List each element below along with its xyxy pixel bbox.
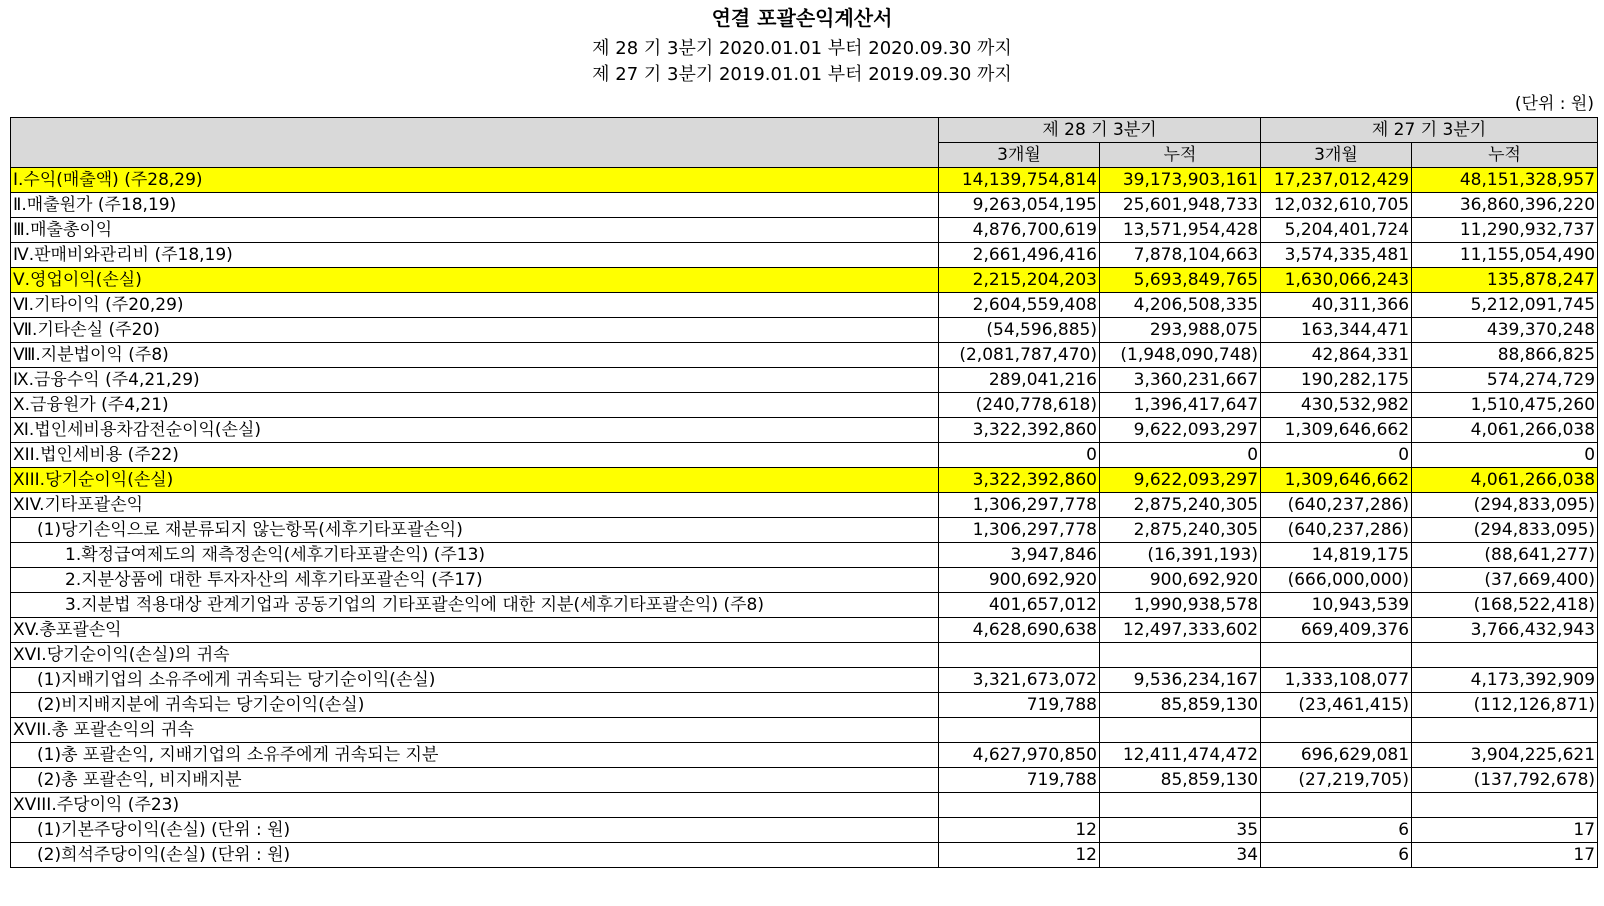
amount-prior-cumulative: 5,212,091,745 — [1412, 293, 1598, 318]
period-prior: 제 27 기 3분기 2019.01.01 부터 2019.09.30 까지 — [592, 64, 1012, 85]
row-label: (1)기본주당이익(손실) (단위 : 원) — [11, 818, 939, 843]
amount-prior-three-month: (27,219,705) — [1261, 768, 1412, 793]
amount-current-cumulative: 3,360,231,667 — [1100, 368, 1261, 393]
amount-prior-three-month: 669,409,376 — [1261, 618, 1412, 643]
row-label: ⅩVII.총 포괄손익의 귀속 — [11, 718, 939, 743]
statement-row — [11, 768, 1598, 793]
statement-row — [11, 843, 1598, 868]
unit-note: (단위 : 원) — [1514, 94, 1594, 114]
amount-prior-cumulative: 135,878,247 — [1412, 268, 1598, 293]
statement-row — [11, 793, 1598, 818]
amount-prior-cumulative: 3,766,432,943 — [1412, 618, 1598, 643]
amount-current-cumulative: 1,990,938,578 — [1100, 593, 1261, 618]
amount-current-cumulative: 9,622,093,297 — [1100, 468, 1261, 493]
amount-current-cumulative — [1100, 643, 1261, 668]
amount-prior-cumulative: 11,290,932,737 — [1412, 218, 1598, 243]
statement-row — [11, 618, 1598, 643]
amount-current-three-month: 9,263,054,195 — [939, 193, 1100, 218]
amount-current-cumulative: 85,859,130 — [1100, 768, 1261, 793]
amount-current-cumulative: 9,536,234,167 — [1100, 668, 1261, 693]
header-current-period: 제 28 기 3분기 — [939, 118, 1261, 143]
header-blank-cell — [11, 118, 939, 168]
amount-current-cumulative: 13,571,954,428 — [1100, 218, 1261, 243]
amount-current-cumulative: (1,948,090,748) — [1100, 343, 1261, 368]
header-row-periods — [11, 118, 1598, 143]
amount-prior-three-month: 42,864,331 — [1261, 343, 1412, 368]
header-prior-cumulative: 누적 — [1412, 143, 1598, 168]
amount-current-three-month: 14,139,754,814 — [939, 168, 1100, 193]
row-label: Ⅷ.지분법이익 (주8) — [11, 343, 939, 368]
statement-row — [11, 543, 1598, 568]
amount-prior-cumulative: (137,792,678) — [1412, 768, 1598, 793]
amount-current-three-month: 1,306,297,778 — [939, 493, 1100, 518]
amount-prior-three-month — [1261, 793, 1412, 818]
amount-prior-cumulative: (88,641,277) — [1412, 543, 1598, 568]
statement-row — [11, 193, 1598, 218]
amount-current-cumulative: 34 — [1100, 843, 1261, 868]
amount-prior-three-month: 17,237,012,429 — [1261, 168, 1412, 193]
statement-row — [11, 318, 1598, 343]
amount-current-cumulative: 1,396,417,647 — [1100, 393, 1261, 418]
statement-row — [11, 743, 1598, 768]
amount-current-three-month: 719,788 — [939, 693, 1100, 718]
amount-prior-three-month: 5,204,401,724 — [1261, 218, 1412, 243]
statement-row — [11, 518, 1598, 543]
amount-current-three-month — [939, 793, 1100, 818]
row-label: (1)총 포괄손익, 지배기업의 소유주에게 귀속되는 지분 — [11, 743, 939, 768]
statement-row — [11, 718, 1598, 743]
amount-prior-three-month: 696,629,081 — [1261, 743, 1412, 768]
amount-prior-cumulative: (112,126,871) — [1412, 693, 1598, 718]
amount-prior-cumulative: 1,510,475,260 — [1412, 393, 1598, 418]
row-label: Ⅵ.기타이익 (주20,29) — [11, 293, 939, 318]
amount-prior-cumulative — [1412, 718, 1598, 743]
amount-current-three-month: 289,041,216 — [939, 368, 1100, 393]
amount-current-cumulative: 9,622,093,297 — [1100, 418, 1261, 443]
row-label: Ⅰ.수익(매출액) (주28,29) — [11, 168, 939, 193]
row-label: (2)비지배지분에 귀속되는 당기순이익(손실) — [11, 693, 939, 718]
row-label: Ⅶ.기타손실 (주20) — [11, 318, 939, 343]
amount-current-cumulative: 25,601,948,733 — [1100, 193, 1261, 218]
row-label: Ⅺ.법인세비용차감전순이익(손실) — [11, 418, 939, 443]
row-label: 1.확정급여제도의 재측정손익(세후기타포괄손익) (주13) — [11, 543, 939, 568]
row-label: ⅩVIII.주당이익 (주23) — [11, 793, 939, 818]
statement-row — [11, 418, 1598, 443]
amount-current-three-month: 401,657,012 — [939, 593, 1100, 618]
amount-current-three-month: 3,321,673,072 — [939, 668, 1100, 693]
amount-prior-cumulative: 439,370,248 — [1412, 318, 1598, 343]
header-current-cumulative: 누적 — [1100, 143, 1261, 168]
amount-current-cumulative: 7,878,104,663 — [1100, 243, 1261, 268]
row-label: ⅩIV.기타포괄손익 — [11, 493, 939, 518]
statement-row — [11, 168, 1598, 193]
amount-current-three-month: 3,322,392,860 — [939, 418, 1100, 443]
amount-prior-three-month: 0 — [1261, 443, 1412, 468]
row-label: (2)총 포괄손익, 비지배지분 — [11, 768, 939, 793]
amount-current-three-month: (240,778,618) — [939, 393, 1100, 418]
row-label: (1)지배기업의 소유주에게 귀속되는 당기순이익(손실) — [11, 668, 939, 693]
amount-current-three-month: 3,947,846 — [939, 543, 1100, 568]
amount-prior-cumulative: 3,904,225,621 — [1412, 743, 1598, 768]
statement-row — [11, 268, 1598, 293]
amount-prior-cumulative: 4,061,266,038 — [1412, 468, 1598, 493]
amount-current-three-month: 2,604,559,408 — [939, 293, 1100, 318]
amount-current-cumulative: 900,692,920 — [1100, 568, 1261, 593]
amount-prior-three-month: (640,237,286) — [1261, 518, 1412, 543]
amount-prior-three-month: 430,532,982 — [1261, 393, 1412, 418]
amount-prior-cumulative: 88,866,825 — [1412, 343, 1598, 368]
amount-prior-three-month: (666,000,000) — [1261, 568, 1412, 593]
amount-current-cumulative: 85,859,130 — [1100, 693, 1261, 718]
amount-current-three-month — [939, 643, 1100, 668]
amount-prior-cumulative: 36,860,396,220 — [1412, 193, 1598, 218]
amount-prior-three-month: 40,311,366 — [1261, 293, 1412, 318]
amount-current-cumulative: 12,497,333,602 — [1100, 618, 1261, 643]
amount-prior-cumulative: 4,061,266,038 — [1412, 418, 1598, 443]
statement-row — [11, 568, 1598, 593]
amount-prior-cumulative — [1412, 643, 1598, 668]
amount-prior-three-month: 12,032,610,705 — [1261, 193, 1412, 218]
amount-current-cumulative: (16,391,193) — [1100, 543, 1261, 568]
row-label: Ⅹ.금융원가 (주4,21) — [11, 393, 939, 418]
amount-prior-three-month — [1261, 718, 1412, 743]
amount-prior-cumulative — [1412, 793, 1598, 818]
statement-row — [11, 393, 1598, 418]
statement-row — [11, 218, 1598, 243]
income-statement-table — [10, 117, 1598, 868]
amount-prior-cumulative: (294,833,095) — [1412, 493, 1598, 518]
row-label: 2.지분상품에 대한 투자자산의 세후기타포괄손익 (주17) — [11, 568, 939, 593]
row-label: Ⅱ.매출원가 (주18,19) — [11, 193, 939, 218]
amount-prior-cumulative: 17 — [1412, 843, 1598, 868]
amount-prior-three-month: 163,344,471 — [1261, 318, 1412, 343]
amount-current-three-month: 0 — [939, 443, 1100, 468]
amount-prior-cumulative: (294,833,095) — [1412, 518, 1598, 543]
amount-current-cumulative: 293,988,075 — [1100, 318, 1261, 343]
amount-current-three-month: 1,306,297,778 — [939, 518, 1100, 543]
statement-row — [11, 668, 1598, 693]
statement-row — [11, 443, 1598, 468]
amount-current-three-month: 4,876,700,619 — [939, 218, 1100, 243]
header-prior-period: 제 27 기 3분기 — [1261, 118, 1598, 143]
row-label: (2)희석주당이익(손실) (단위 : 원) — [11, 843, 939, 868]
amount-prior-cumulative: (168,522,418) — [1412, 593, 1598, 618]
statement-row — [11, 343, 1598, 368]
amount-prior-three-month: 10,943,539 — [1261, 593, 1412, 618]
amount-prior-three-month: 190,282,175 — [1261, 368, 1412, 393]
row-label: ⅩII.법인세비용 (주22) — [11, 443, 939, 468]
amount-current-three-month: 900,692,920 — [939, 568, 1100, 593]
amount-current-three-month: 12 — [939, 818, 1100, 843]
amount-current-three-month: 2,661,496,416 — [939, 243, 1100, 268]
header-prior-three-month: 3개월 — [1261, 143, 1412, 168]
amount-current-cumulative: 2,875,240,305 — [1100, 518, 1261, 543]
row-label: 3.지분법 적용대상 관계기업과 공동기업의 기타포괄손익에 대한 지분(세후기타포괄손익) (주8) — [11, 593, 939, 618]
header-current-three-month: 3개월 — [939, 143, 1100, 168]
amount-prior-three-month: 1,333,108,077 — [1261, 668, 1412, 693]
statement-row — [11, 468, 1598, 493]
row-label: ⅩIII.당기순이익(손실) — [11, 468, 939, 493]
row-label: ⅩV.총포괄손익 — [11, 618, 939, 643]
amount-prior-cumulative: 48,151,328,957 — [1412, 168, 1598, 193]
amount-prior-cumulative: 574,274,729 — [1412, 368, 1598, 393]
amount-prior-cumulative: 11,155,054,490 — [1412, 243, 1598, 268]
row-label: Ⅲ.매출총이익 — [11, 218, 939, 243]
amount-current-cumulative: 5,693,849,765 — [1100, 268, 1261, 293]
amount-current-three-month: 4,627,970,850 — [939, 743, 1100, 768]
amount-prior-cumulative: 4,173,392,909 — [1412, 668, 1598, 693]
amount-prior-three-month: 1,630,066,243 — [1261, 268, 1412, 293]
amount-prior-cumulative: (37,669,400) — [1412, 568, 1598, 593]
amount-current-three-month: 2,215,204,203 — [939, 268, 1100, 293]
amount-current-cumulative: 0 — [1100, 443, 1261, 468]
amount-current-cumulative — [1100, 718, 1261, 743]
statement-title: 연결 포괄손익계산서 — [711, 6, 893, 30]
amount-current-cumulative: 4,206,508,335 — [1100, 293, 1261, 318]
amount-prior-three-month: 6 — [1261, 818, 1412, 843]
amount-current-three-month: (54,596,885) — [939, 318, 1100, 343]
row-label: Ⅳ.판매비와관리비 (주18,19) — [11, 243, 939, 268]
amount-prior-three-month: (640,237,286) — [1261, 493, 1412, 518]
amount-current-cumulative: 35 — [1100, 818, 1261, 843]
amount-prior-three-month: 6 — [1261, 843, 1412, 868]
amount-prior-three-month: 3,574,335,481 — [1261, 243, 1412, 268]
amount-prior-cumulative: 17 — [1412, 818, 1598, 843]
amount-current-cumulative: 2,875,240,305 — [1100, 493, 1261, 518]
row-label: Ⅴ.영업이익(손실) — [11, 268, 939, 293]
amount-current-three-month: 12 — [939, 843, 1100, 868]
statement-row — [11, 643, 1598, 668]
statement-body — [11, 168, 1598, 868]
row-label: Ⅸ.금융수익 (주4,21,29) — [11, 368, 939, 393]
amount-current-three-month: 4,628,690,638 — [939, 618, 1100, 643]
statement-row — [11, 818, 1598, 843]
statement-row — [11, 293, 1598, 318]
amount-current-three-month: 3,322,392,860 — [939, 468, 1100, 493]
amount-prior-three-month — [1261, 643, 1412, 668]
row-label: ⅩVI.당기순이익(손실)의 귀속 — [11, 643, 939, 668]
statement-row — [11, 368, 1598, 393]
amount-current-three-month: (2,081,787,470) — [939, 343, 1100, 368]
amount-prior-three-month: 1,309,646,662 — [1261, 468, 1412, 493]
statement-row — [11, 493, 1598, 518]
amount-prior-cumulative: 0 — [1412, 443, 1598, 468]
amount-prior-three-month: 14,819,175 — [1261, 543, 1412, 568]
statement-row — [11, 693, 1598, 718]
period-current: 제 28 기 3분기 2020.01.01 부터 2020.09.30 까지 — [592, 38, 1012, 59]
amount-current-cumulative — [1100, 793, 1261, 818]
amount-current-three-month: 719,788 — [939, 768, 1100, 793]
amount-current-three-month — [939, 718, 1100, 743]
statement-row — [11, 243, 1598, 268]
statement-row — [11, 593, 1598, 618]
amount-current-cumulative: 39,173,903,161 — [1100, 168, 1261, 193]
amount-current-cumulative: 12,411,474,472 — [1100, 743, 1261, 768]
amount-prior-three-month: 1,309,646,662 — [1261, 418, 1412, 443]
amount-prior-three-month: (23,461,415) — [1261, 693, 1412, 718]
row-label: (1)당기손익으로 재분류되지 않는항목(세후기타포괄손익) — [11, 518, 939, 543]
